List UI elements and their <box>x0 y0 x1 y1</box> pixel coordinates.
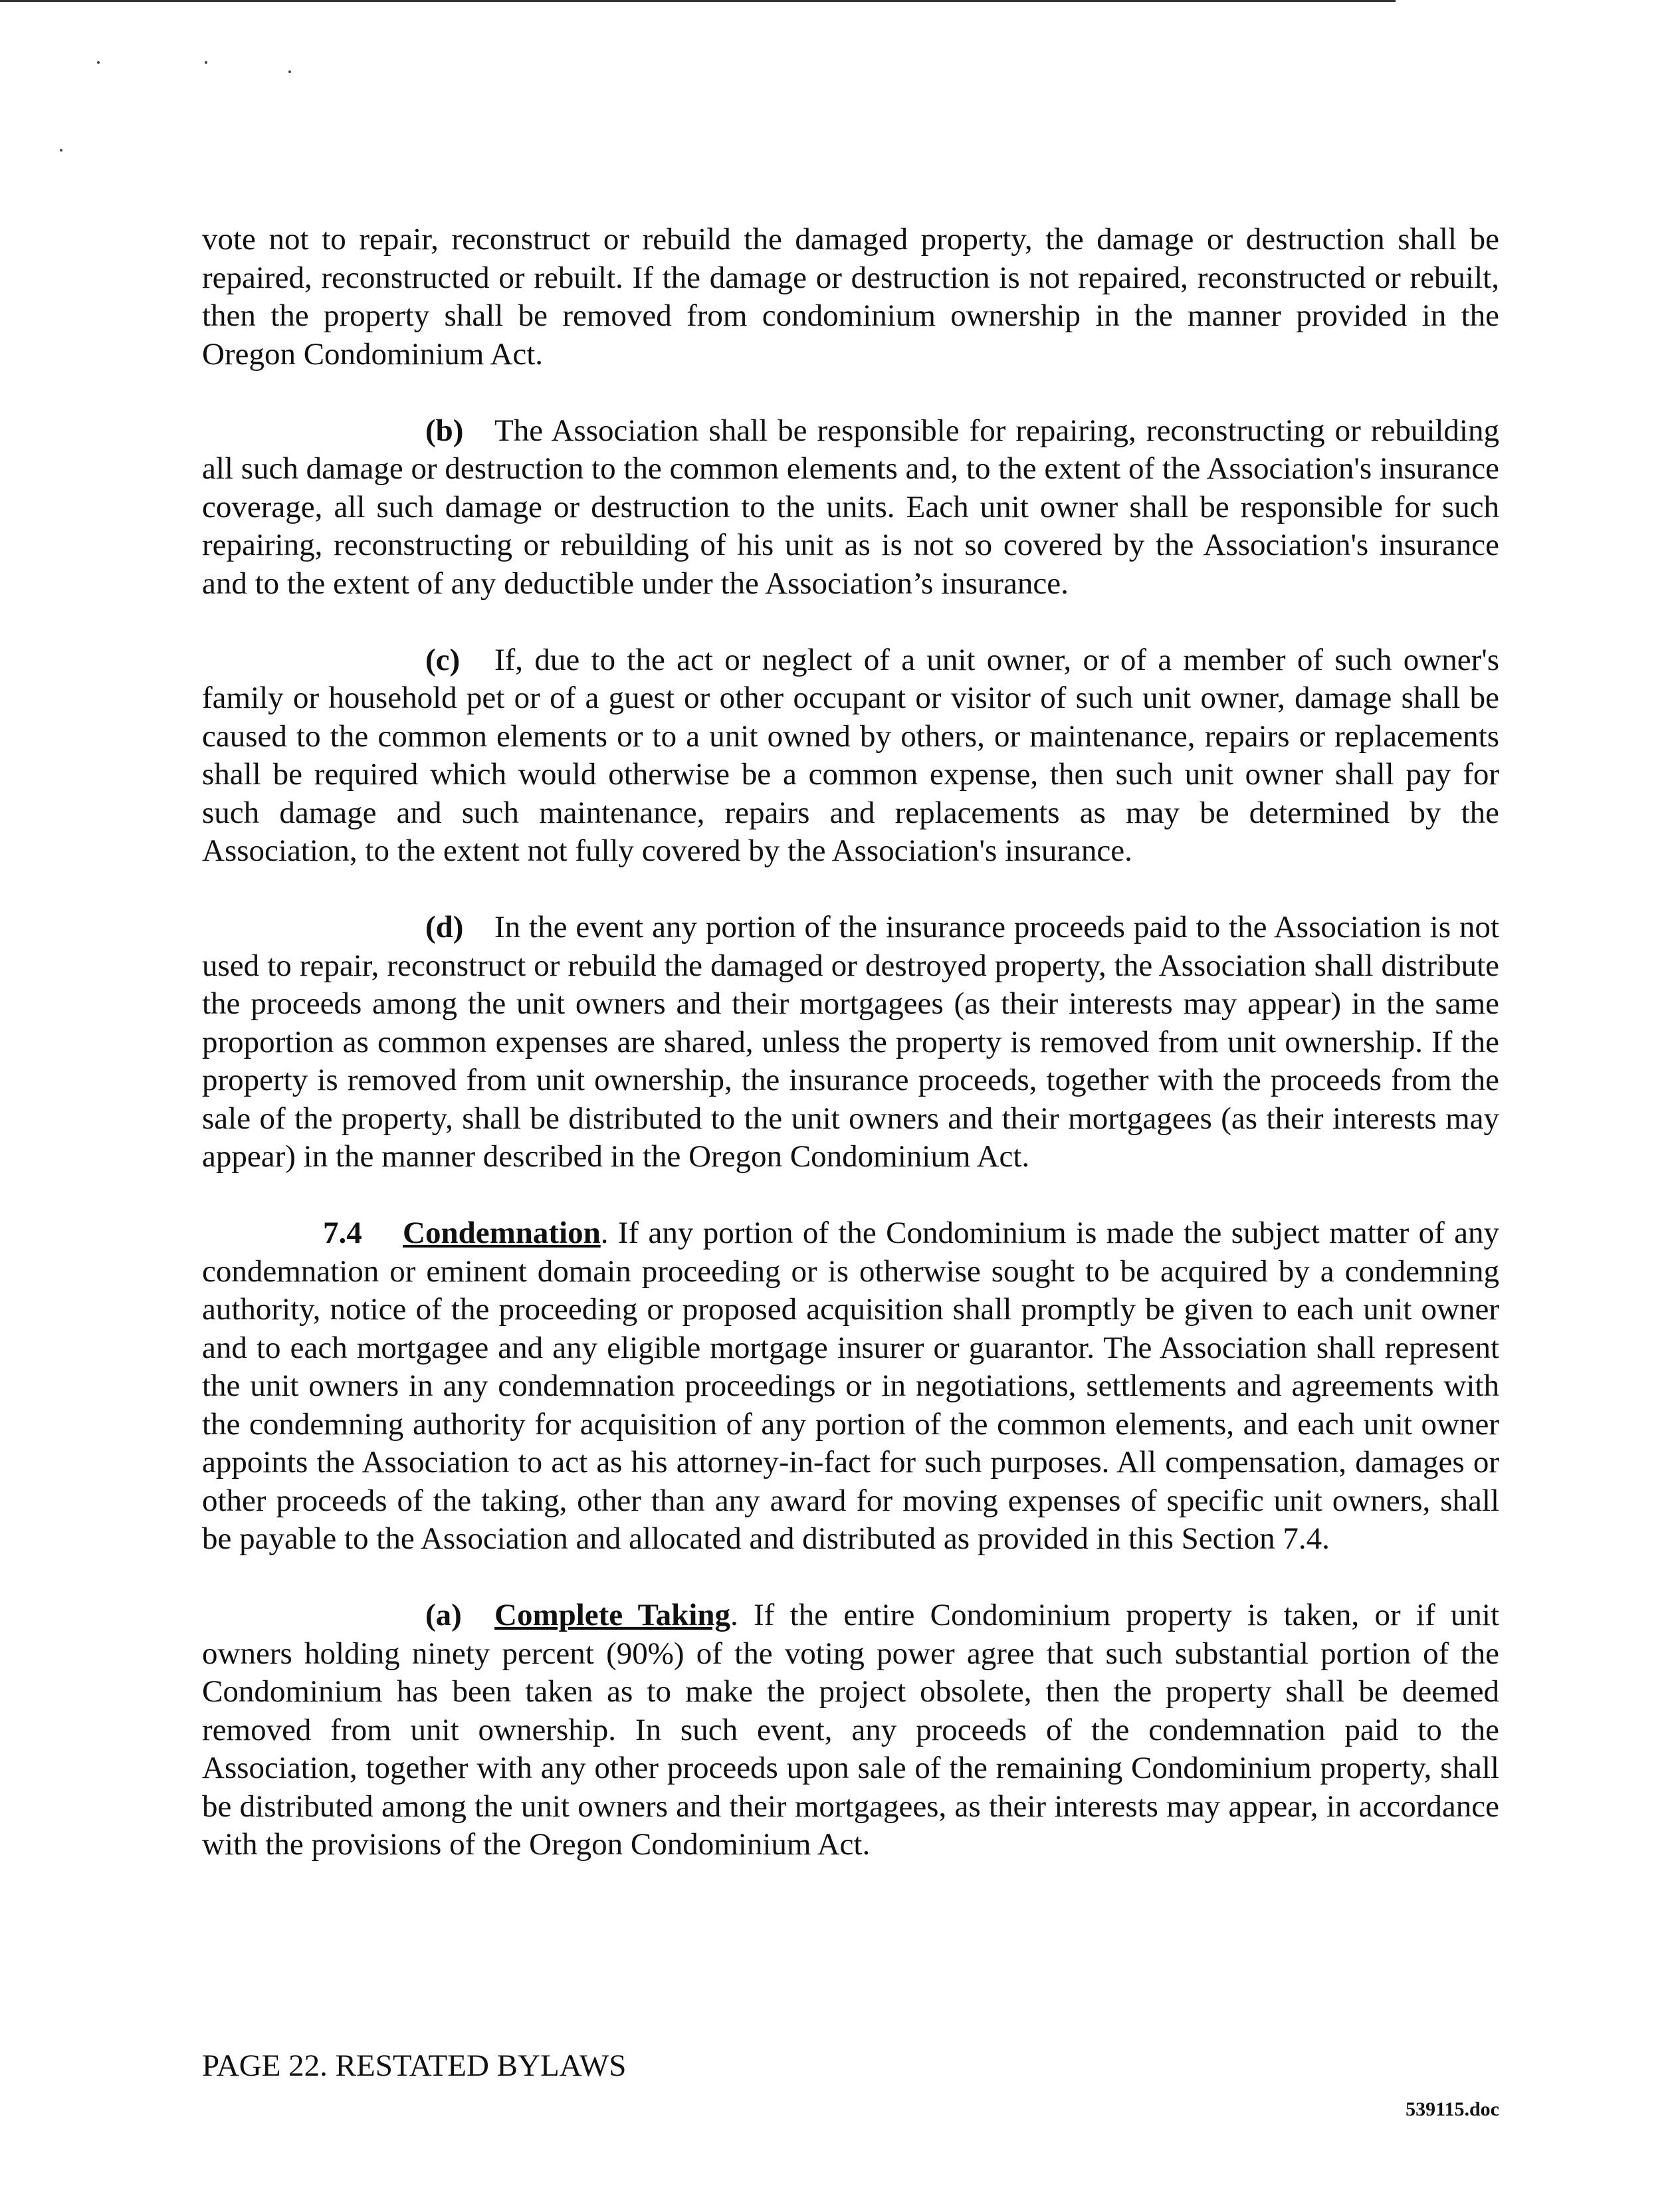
item-c-label: (c) <box>425 642 461 677</box>
item-a-heading: Complete Taking <box>494 1598 730 1632</box>
item-d <box>202 909 1499 1176</box>
page-footer-label: PAGE 22. RESTATED BYLAWS <box>202 2048 627 2083</box>
scan-speck <box>288 70 291 73</box>
item-b-text: The Association shall be responsible for repairing, reconstructing or rebuilding all such damage or destruction to the common elements and, to the extent of the Association's insurance coverage, all such damage or destruction to the units. Each unit owner shall be responsible for such repairing, reconstructing or rebuilding of his unit as is not so covered by the Association's insurance and to the extent of any deductible under the Association’s insurance. <box>202 413 1499 601</box>
item-a <box>202 1596 1499 1864</box>
scan-top-rule <box>0 0 1396 2</box>
item-a-label: (a) <box>425 1598 462 1632</box>
item-c-text: If, due to the act or neglect of a unit owner, or of a member of such owner's family or household pet or of a guest or other occupant or visitor of such unit owner, damage shall be caused to the common elements or to a unit owned by others, or maintenance, repairs or replacements shall be required which would otherwise be a common expense, then such unit owner shall pay for such damage and such maintenance, repairs and replacements as may be determined by the Association, to the extent not fully covered by the Association's insurance. <box>202 642 1499 868</box>
document-id: 539115.doc <box>1406 2098 1499 2120</box>
section-7-4-text: . If any portion of the Condominium is made the subject matter of any condemnation or eminent domain proceeding or is otherwise sought to be acquired by a condemning authority, notice of the proceeding or proposed acquisition shall promptly be given to each unit owner and to each mortgagee and any eligible mortgage insurer or guarantor. The Association shall represent the unit owners in any condemnation proceedings or in negotiations, settlements and agreements with the condemning authority for acquisition of any portion of the common elements, and each unit owner appoints the Association to act as his attorney-in-fact for such purposes. All compensation, damages or other proceeds of the taking, other than any award for moving expenses of specific unit owners, shall be payable to the Association and allocated and distributed as provided in this Section 7.4. <box>202 1216 1499 1556</box>
section-7-4-number: 7.4 <box>323 1216 362 1250</box>
scan-speck <box>60 149 62 152</box>
paragraph-continuation: vote not to repair, reconstruct or rebuild the damaged property, the damage or destruction shall be repaired, reconstructed or rebuilt. If the damage or destruction is not repaired, reconstructed or rebuilt, then the property shall be removed from condominium ownership in the manner provided in the Oregon Condominium Act. <box>202 222 1499 372</box>
scan-speck <box>97 61 100 64</box>
item-d-label: (d) <box>425 910 464 944</box>
scan-speck <box>205 61 207 64</box>
item-a-text: . If the entire Condominium property is taken, or if unit owners holding ninety percent (90%) of the voting power agree that such substantial portion of the Condominium has been taken as to make the project obsolete, then the property shall be deemed removed from unit ownership. In such event, any proceeds of the condemnation paid to the Association, together with any other proceeds upon sale of the remaining Condominium property, shall be distributed among the unit owners and their mortgagees, as their interests may appear, in accordance with the provisions of the Oregon Condominium Act. <box>202 1598 1500 1862</box>
item-c <box>202 641 1499 871</box>
document-body <box>202 221 1499 1902</box>
item-b <box>202 412 1499 603</box>
section-7-4-heading: Condemnation <box>403 1216 601 1250</box>
item-d-text: In the event any portion of the insurance proceeds paid to the Association is not used to repair, reconstruct or rebuild the damaged or destroyed property, the Association shall distribute the proceeds among the unit owners and their mortgagees (as their interests may appear) in the same proportion as common expenses are shared, unless the property is removed from unit ownership. If the property is removed from unit ownership, the insurance proceeds, together with the proceeds from the sale of the property, shall be distributed to the unit owners and their mortgagees (as their interests may appear) in the manner described in the Oregon Condominium Act. <box>202 910 1499 1174</box>
section-7-4 <box>202 1214 1499 1559</box>
item-b-label: (b) <box>425 413 464 448</box>
